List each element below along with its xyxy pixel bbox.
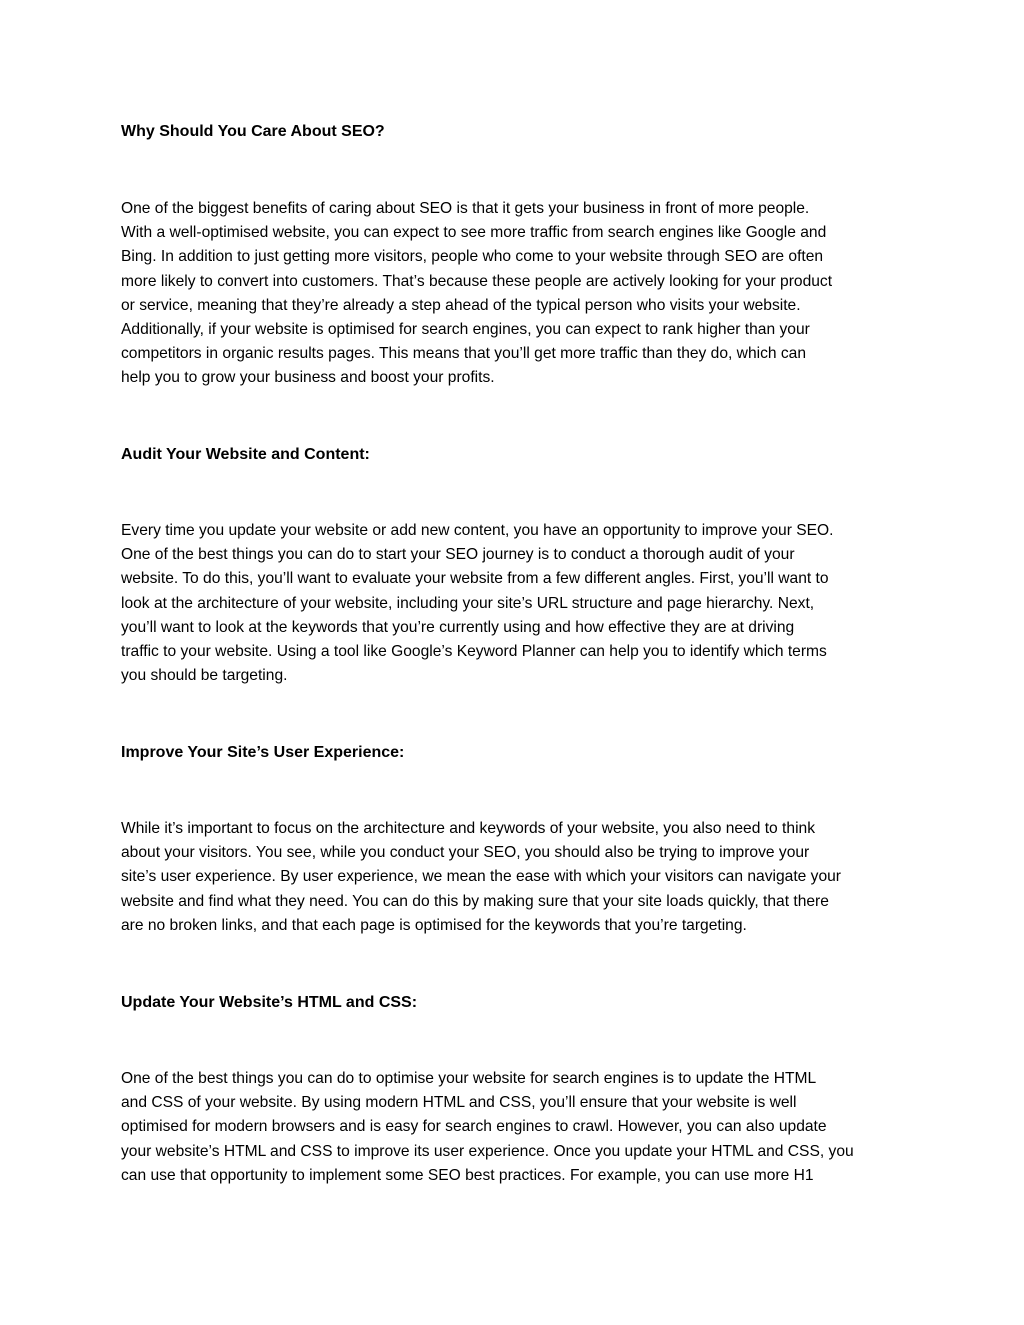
section-heading-user-experience: Improve Your Site’s User Experience: — [121, 744, 405, 761]
paragraph-line: Bing. In addition to just getting more visitors, people who come to your website through SEO are often — [121, 248, 824, 266]
section-heading-why-care-seo: Why Should You Care About SEO? — [121, 123, 385, 140]
paragraph-line: competitors in organic results pages. This means that you’ll get more traffic than they do, which can — [121, 345, 807, 363]
paragraph-line: are no broken links, and that each page is optimised for the keywords that you’re targeting. — [121, 916, 747, 934]
paragraph-line: site’s user experience. By user experience, we mean the ease with which your visitors can navigate your — [121, 868, 841, 886]
paragraph-line: One of the best things you can do to optimise your website for search engines is to update the HTML — [121, 1070, 817, 1087]
paragraph-line: While it’s important to focus on the architecture and keywords of your website, you also need to think — [121, 820, 815, 837]
paragraph-line: about your visitors. You see, while you conduct your SEO, you should also be trying to improve your — [121, 844, 810, 862]
paragraph-line: can use that opportunity to implement some SEO best practices. For example, you can use more H1 — [121, 1166, 814, 1184]
paragraph-line: more likely to convert into customers. That’s because these people are actively looking for your product — [121, 272, 833, 290]
section-heading-html-css: Update Your Website’s HTML and CSS: — [121, 994, 418, 1011]
paragraph-line: you should be targeting. — [121, 667, 288, 685]
section-heading-audit-website: Audit Your Website and Content: — [121, 446, 370, 463]
paragraph-line: One of the best things you can do to start your SEO journey is to conduct a thorough audit of your — [121, 546, 795, 564]
paragraph-line: With a well-optimised website, you can expect to see more traffic from search engines like Google and — [121, 224, 827, 242]
paragraph-line: you’ll want to look at the keywords that you’re currently using and how effective they are at driving — [121, 618, 795, 636]
paragraph-line: help you to grow your business and boost your profits. — [121, 369, 495, 387]
paragraph-line: your website’s HTML and CSS to improve its user experience. Once you update your HTML and CSS, you — [121, 1142, 854, 1160]
section-paragraph-html-css — [121, 1067, 911, 1188]
section-paragraph-audit-website — [121, 519, 911, 688]
paragraph-line: website and find what they need. You can do this by making sure that your site loads quickly, that there — [121, 892, 829, 910]
section-paragraph-user-experience — [121, 817, 911, 938]
paragraph-line: or service, meaning that they’re already a step ahead of the typical person who visits your website. — [121, 296, 801, 314]
paragraph-line: Additionally, if your website is optimised for search engines, you can expect to rank higher than your — [121, 321, 810, 339]
paragraph-line: Every time you update your website or add new content, you have an opportunity to improve your SEO. — [121, 522, 834, 539]
paragraph-line: look at the architecture of your website, including your site’s URL structure and page hierarchy. Next, — [121, 594, 815, 612]
paragraph-line: optimised for modern browsers and is easy for search engines to crawl. However, you can also update — [121, 1118, 827, 1136]
paragraph-line: traffic to your website. Using a tool like Google’s Keyword Planner can help you to identify which terms — [121, 643, 827, 661]
paragraph-line: website. To do this, you’ll want to evaluate your website from a few different angles. First, you’ll want to — [121, 570, 829, 588]
paragraph-line: and CSS of your website. By using modern HTML and CSS, you’ll ensure that your website is well — [121, 1094, 797, 1112]
section-paragraph-why-care-seo — [121, 197, 911, 391]
paragraph-line: One of the biggest benefits of caring about SEO is that it gets your business in front of more people. — [121, 200, 810, 217]
